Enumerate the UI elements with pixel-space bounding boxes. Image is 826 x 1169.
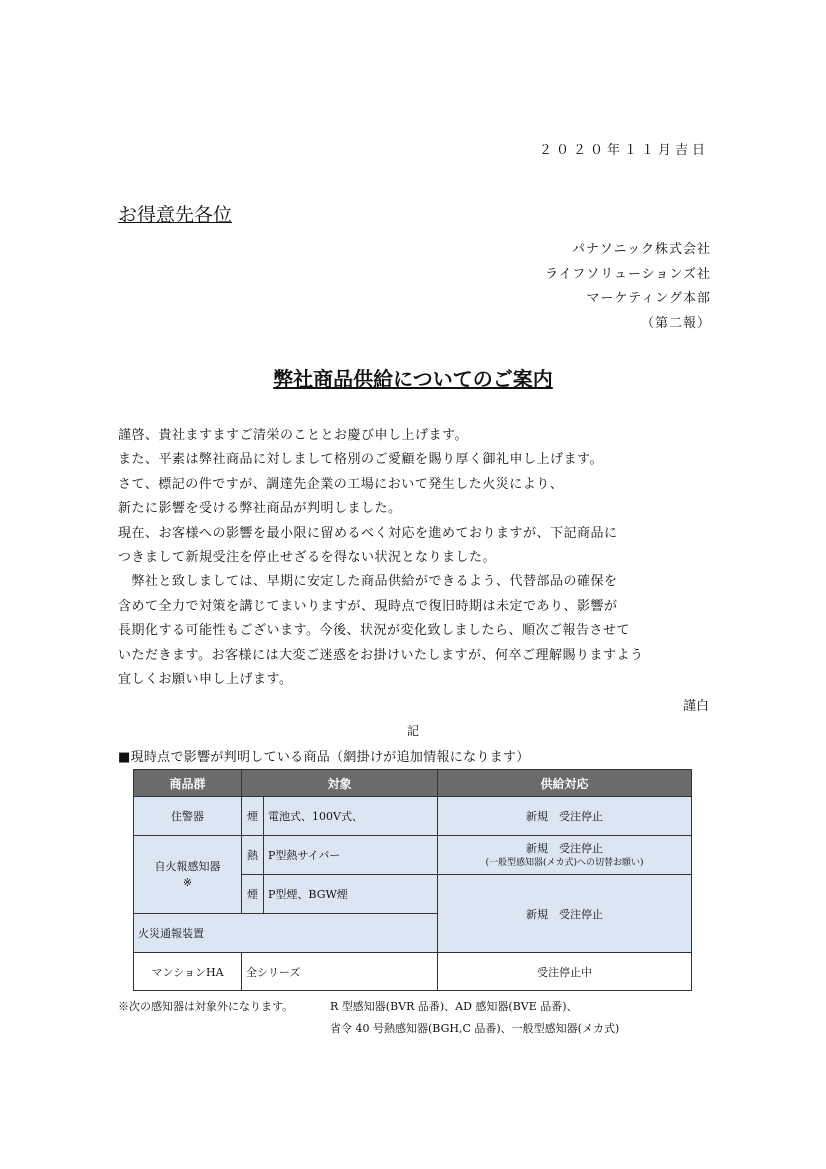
cell-response: 受注停止中 [438, 953, 692, 991]
body-line: 宜しくお願い申し上げます。 [118, 671, 293, 687]
body-line: 現在、お客様への影響を最小限に留めるべく対応を進めておりますが、下記商品に [118, 525, 618, 541]
table-row [134, 797, 692, 836]
closing-word: 謹白 [682, 699, 709, 714]
group-label: 自火報感知器 [154, 859, 221, 873]
body-line: また、平素は弊社商品に対しまして格別のご愛顧を賜り厚く御礼申し上げます。 [118, 452, 603, 468]
cell-response [438, 836, 692, 875]
cell-group: マンションHA [134, 953, 242, 991]
cell-response: 新規 受注停止 [438, 797, 692, 836]
response-note: (一般型感知器(メカ式)への切替お願い) [485, 858, 644, 868]
table-caption: ■現時点で影響が判明している商品（網掛けが追加情報になります） [118, 750, 530, 765]
cell-group: 住警器 [134, 797, 242, 836]
cell-target: P型熱サイバー [264, 836, 438, 875]
products-table [133, 769, 692, 991]
body-line: 含めて全力で対策を講じてまいりますが、現時点で復旧時期は未定であり、影響が [118, 598, 618, 614]
header-group: 商品群 [134, 770, 242, 797]
footnote-line: 省令 40 号熱感知器(BGH,C 品番)、一般型感知器(メカ式) [330, 1022, 620, 1035]
document-date: ２０２０年１１月吉日 [538, 143, 709, 158]
page-title: 弊社商品供給についてのご案内 [273, 367, 553, 391]
cell-group: 火災通報装置 [134, 914, 438, 953]
body-line: 弊社と致しましては、早期に安定した商品供給ができるよう、代替部品の確保を [118, 574, 618, 590]
cell-target: 電池式、100V式、 [264, 797, 438, 836]
cell-target: 全シリーズ [242, 953, 438, 991]
body-line: さて、標記の件ですが、調達先企業の工場において発生した火災により、 [118, 476, 564, 492]
note-mark: ※ [182, 875, 193, 889]
ki-marker: 記 [406, 724, 419, 738]
body-line: いただきます。お客様には大変ご迷惑をお掛けいたしますが、何卒ご理解賜りますよう [118, 647, 644, 663]
response-label: 新規 受注停止 [526, 842, 604, 855]
sender-department: マーケティング本部 [586, 291, 711, 306]
addressee: お得意先各位 [118, 204, 233, 226]
table-header-row [134, 770, 692, 797]
sender-division: ライフソリューションズ社 [545, 267, 711, 282]
table-row [134, 953, 692, 991]
letter-body [118, 424, 718, 692]
header-response: 供給対応 [438, 770, 692, 797]
table-row [134, 836, 692, 875]
body-line: 長期化する可能性もございます。今後、状況が変化致しましたら、順次ご報告させて [118, 623, 630, 639]
cell-group [134, 836, 242, 914]
cell-type: 煙 [242, 875, 264, 914]
cell-type: 熱 [242, 836, 264, 875]
body-line: 新たに影響を受ける弊社商品が判明しました。 [118, 501, 402, 517]
report-number: （第二報） [640, 316, 711, 331]
footnote-line: R 型感知器(BVR 品番)、AD 感知器(BVE 品番)、 [330, 1000, 578, 1013]
body-line: つきまして新規受注を停止せざるを得ない状況となりました。 [118, 549, 497, 565]
body-line: 謹啓、貴社ますますご清栄のこととお慶び申し上げます。 [118, 428, 468, 443]
cell-type: 煙 [242, 797, 264, 836]
cell-target: P型煙、BGW煙 [264, 875, 438, 914]
cell-response: 新規 受注停止 [438, 875, 692, 953]
sender-company: パナソニック株式会社 [571, 242, 711, 257]
footnote-label: ※次の感知器は対象外になります。 [118, 1000, 294, 1013]
header-target: 対象 [242, 770, 438, 797]
